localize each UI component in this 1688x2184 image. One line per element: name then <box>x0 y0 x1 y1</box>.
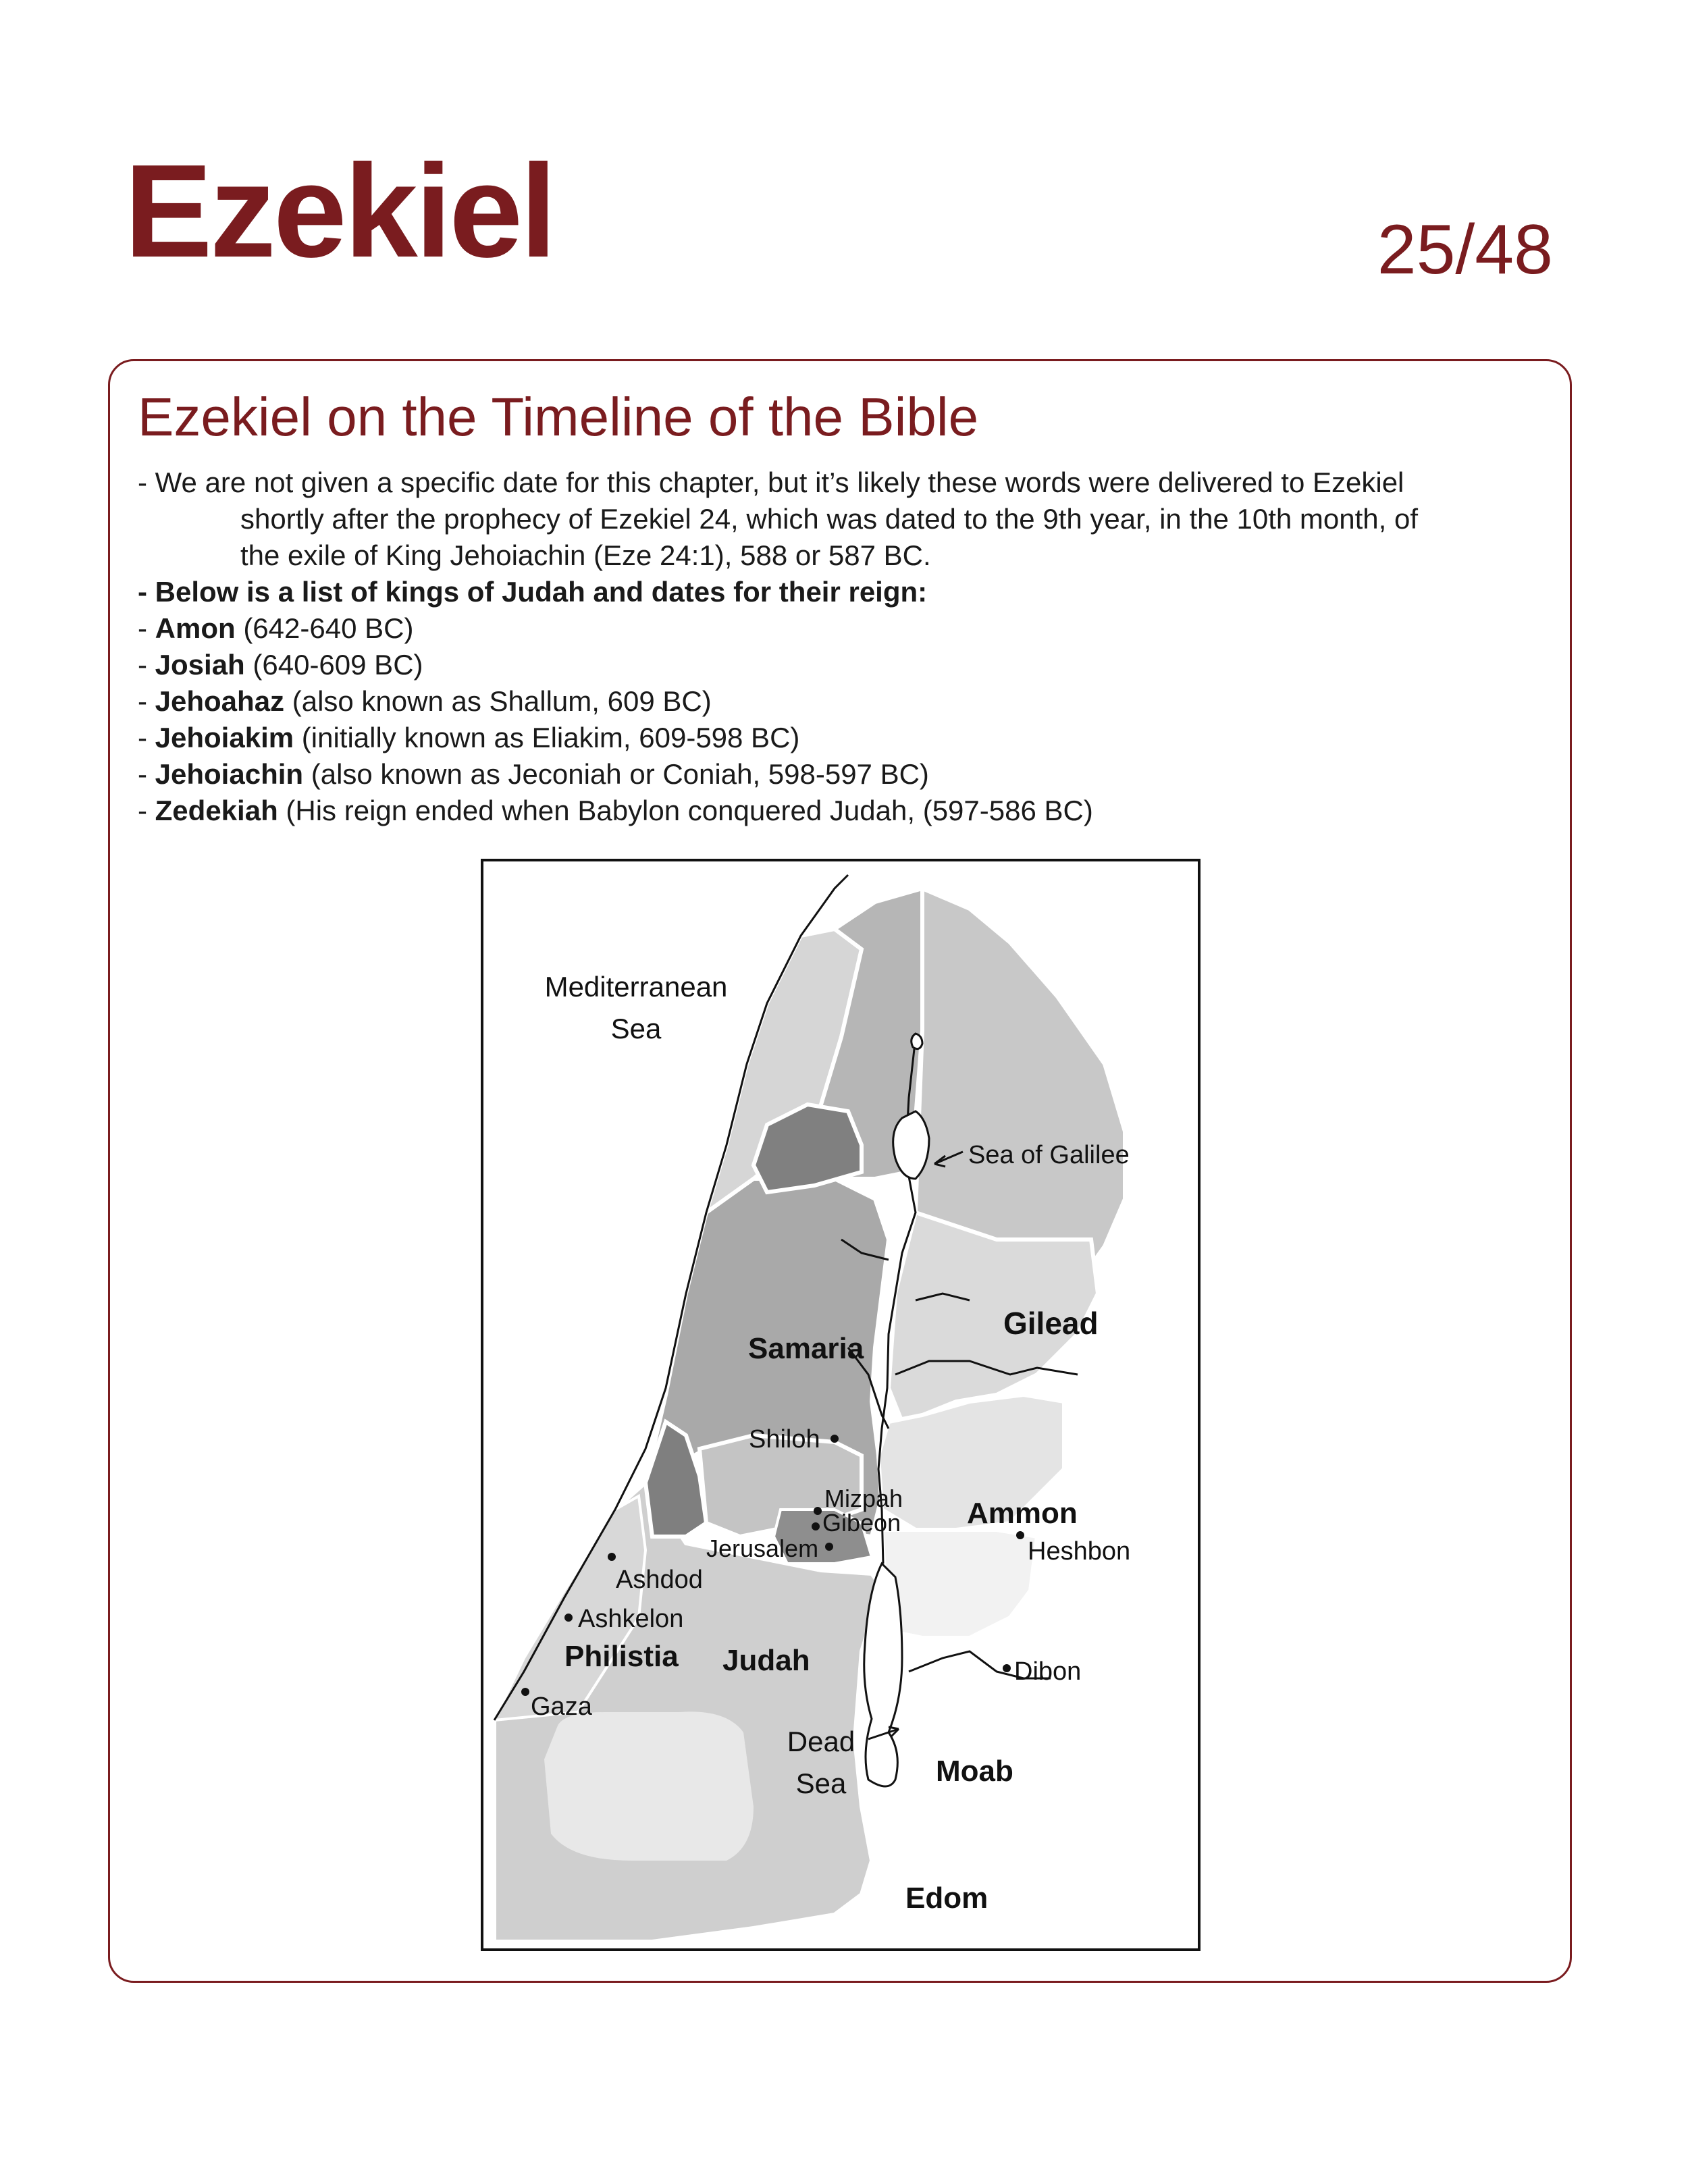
label-dibon: Dibon <box>1014 1657 1082 1686</box>
section-title: Ezekiel on the Timeline of the Bible <box>138 387 979 447</box>
label-gaza: Gaza <box>531 1693 592 1721</box>
intro-paragraph-line2: shortly after the prophecy of Ezekiel 24, which was dated to the 9th year, in the 10th month, of <box>240 503 1419 535</box>
jerusalem-dot <box>825 1543 833 1551</box>
section-body <box>138 464 1529 829</box>
map-graphic <box>483 861 1198 1948</box>
label-jerusalem: Jerusalem <box>706 1535 819 1562</box>
label-samaria: Samaria <box>748 1332 864 1365</box>
king-detail: (642-640 BC) <box>235 612 414 644</box>
king-detail: (also known as Jeconiah or Coniah, 598-597 BC) <box>303 758 929 790</box>
king-detail: (His reign ended when Babylon conquered Judah, (597-586 BC) <box>278 795 1093 826</box>
list-item <box>138 610 1529 647</box>
label-gibeon: Gibeon <box>822 1509 901 1537</box>
label-dead: Dead <box>787 1726 855 1757</box>
list-dash: - <box>138 758 155 790</box>
king-detail: (initially known as Eliakim, 609-598 BC) <box>294 722 800 753</box>
intro-paragraph-line3: the exile of King Jehoiachin (Eze 24:1), 588 or 587 BC. <box>240 539 931 571</box>
ashkelon-dot <box>564 1614 573 1622</box>
label-heshbon: Heshbon <box>1028 1537 1131 1566</box>
page-counter: 25/48 <box>1377 211 1553 289</box>
list-item <box>138 793 1529 829</box>
list-item <box>138 756 1529 793</box>
hula-lake <box>912 1034 922 1049</box>
king-name: Amon <box>155 612 236 644</box>
list-item <box>138 720 1529 756</box>
list-dash: - <box>138 685 155 717</box>
label-ammon: Ammon <box>967 1497 1078 1530</box>
king-name: Josiah <box>155 649 245 681</box>
list-item <box>138 683 1529 720</box>
kingdom-map <box>481 859 1201 1951</box>
label-philistia: Philistia <box>564 1640 679 1673</box>
list-dash: - <box>138 612 155 644</box>
label-judah: Judah <box>722 1644 810 1677</box>
king-detail: (640-609 BC) <box>244 649 423 681</box>
label-mediterranean-sea: Sea <box>610 1013 662 1044</box>
label-mediterranean: Mediterranean <box>544 971 728 1003</box>
ashdod-dot <box>608 1553 616 1561</box>
king-name: Jehoahaz <box>155 685 285 717</box>
gaza-dot <box>521 1688 529 1696</box>
label-dead-sea: Sea <box>795 1767 847 1799</box>
label-moab: Moab <box>936 1755 1013 1788</box>
king-name: Zedekiah <box>155 795 278 826</box>
gibeon-dot <box>812 1522 820 1530</box>
dibon-dot <box>1003 1664 1011 1672</box>
king-name: Jehoiakim <box>155 722 294 753</box>
label-shiloh: Shiloh <box>749 1425 820 1454</box>
mizpah-dot <box>814 1507 822 1515</box>
heshbon-dot <box>1016 1531 1024 1539</box>
king-detail: (also known as Shallum, 609 BC) <box>284 685 712 717</box>
list-dash: - <box>138 722 155 753</box>
kings-list-heading: - Below is a list of kings of Judah and dates for their reign: <box>138 576 928 608</box>
label-sea-of-galilee: Sea of Galilee <box>968 1141 1130 1169</box>
label-ashdod: Ashdod <box>616 1566 703 1594</box>
list-dash: - <box>138 795 155 826</box>
page-title: Ezekiel <box>124 137 554 285</box>
intro-paragraph: - We are not given a specific date for this chapter, but it’s likely these words were delivered to Ezekiel <box>138 467 1404 498</box>
label-gilead: Gilead <box>1003 1306 1099 1341</box>
label-edom: Edom <box>905 1882 988 1915</box>
label-ashkelon: Ashkelon <box>578 1605 684 1633</box>
list-item <box>138 647 1529 683</box>
king-name: Jehoiachin <box>155 758 304 790</box>
shiloh-dot <box>830 1435 839 1443</box>
label-mizpah: Mizpah <box>824 1485 903 1512</box>
region-negev <box>544 1711 754 1861</box>
region-moab <box>882 1530 1037 1638</box>
list-dash: - <box>138 649 155 681</box>
